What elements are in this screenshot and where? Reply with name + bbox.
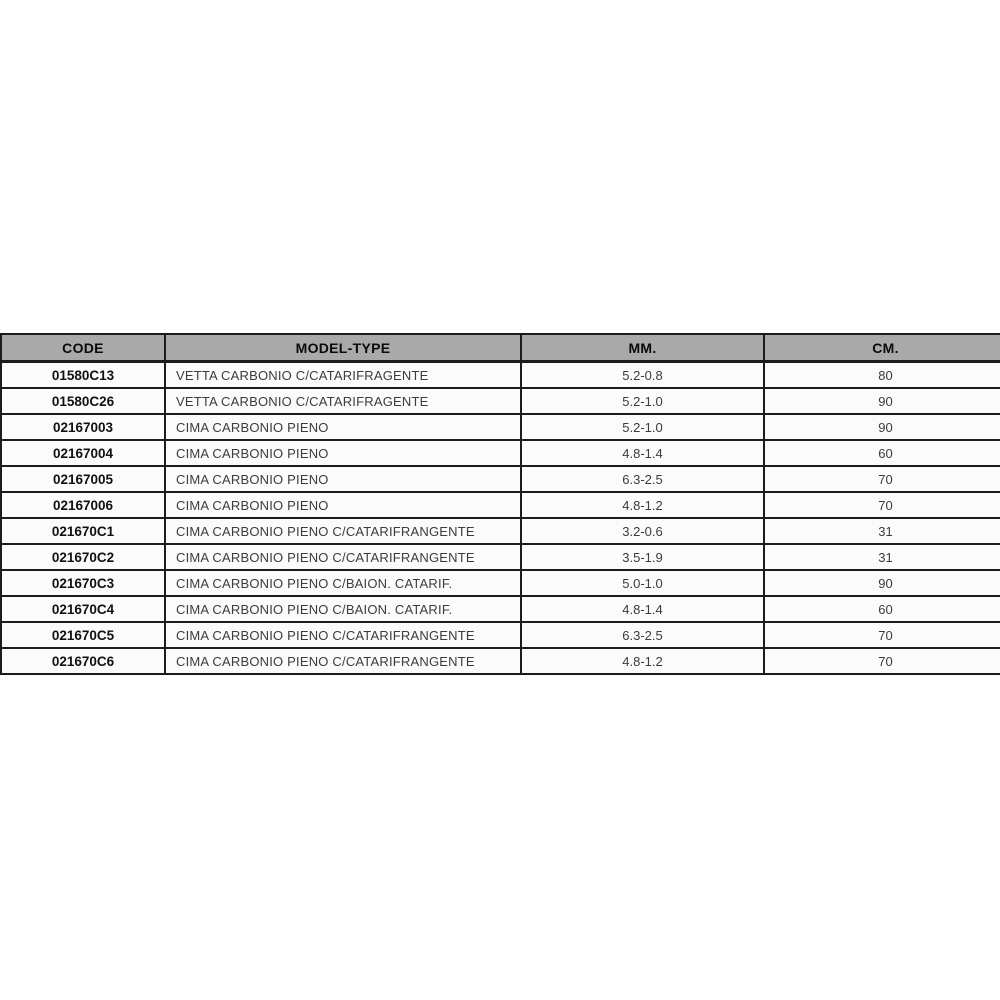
mm-cell: 4.8-1.4 — [521, 596, 764, 622]
table-row — [1, 648, 1000, 674]
cm-cell: 90 — [764, 388, 1000, 414]
model-cell: VETTA CARBONIO C/CATARIFRAGENTE — [165, 388, 521, 414]
model-cell: CIMA CARBONIO PIENO — [165, 440, 521, 466]
model-cell: CIMA CARBONIO PIENO — [165, 466, 521, 492]
table-row — [1, 414, 1000, 440]
table-row — [1, 570, 1000, 596]
mm-cell: 3.5-1.9 — [521, 544, 764, 570]
cm-cell: 70 — [764, 492, 1000, 518]
code-cell: 021670C3 — [1, 570, 165, 596]
cm-cell: 60 — [764, 440, 1000, 466]
table-row — [1, 622, 1000, 648]
model-cell: CIMA CARBONIO PIENO C/CATARIFRANGENTE — [165, 622, 521, 648]
product-spec-table — [0, 333, 1000, 675]
model-cell: CIMA CARBONIO PIENO C/CATARIFRANGENTE — [165, 544, 521, 570]
column-header-cm: CM. — [764, 334, 1000, 362]
mm-cell: 6.3-2.5 — [521, 466, 764, 492]
mm-cell: 5.2-1.0 — [521, 414, 764, 440]
code-cell: 021670C6 — [1, 648, 165, 674]
cm-cell: 90 — [764, 570, 1000, 596]
model-cell: CIMA CARBONIO PIENO C/BAION. CATARIF. — [165, 596, 521, 622]
mm-cell: 4.8-1.2 — [521, 492, 764, 518]
model-cell: CIMA CARBONIO PIENO — [165, 492, 521, 518]
code-cell: 021670C1 — [1, 518, 165, 544]
table-row — [1, 466, 1000, 492]
code-cell: 021670C5 — [1, 622, 165, 648]
mm-cell: 4.8-1.4 — [521, 440, 764, 466]
cm-cell: 80 — [764, 362, 1000, 389]
model-cell: CIMA CARBONIO PIENO — [165, 414, 521, 440]
column-header-mm: MM. — [521, 334, 764, 362]
model-cell: VETTA CARBONIO C/CATARIFRAGENTE — [165, 362, 521, 389]
code-cell: 021670C2 — [1, 544, 165, 570]
table-row — [1, 388, 1000, 414]
cm-cell: 31 — [764, 518, 1000, 544]
cm-cell: 31 — [764, 544, 1000, 570]
code-cell: 02167003 — [1, 414, 165, 440]
column-header-model: MODEL-TYPE — [165, 334, 521, 362]
code-cell: 02167006 — [1, 492, 165, 518]
code-cell: 02167004 — [1, 440, 165, 466]
cm-cell: 70 — [764, 466, 1000, 492]
code-cell: 02167005 — [1, 466, 165, 492]
model-cell: CIMA CARBONIO PIENO C/BAION. CATARIF. — [165, 570, 521, 596]
cm-cell: 70 — [764, 648, 1000, 674]
table-row — [1, 596, 1000, 622]
table-row — [1, 544, 1000, 570]
mm-cell: 6.3-2.5 — [521, 622, 764, 648]
table-header-row — [1, 334, 1000, 362]
mm-cell: 3.2-0.6 — [521, 518, 764, 544]
cm-cell: 90 — [764, 414, 1000, 440]
mm-cell: 5.2-0.8 — [521, 362, 764, 389]
table-row — [1, 440, 1000, 466]
cm-cell: 60 — [764, 596, 1000, 622]
code-cell: 01580C13 — [1, 362, 165, 389]
model-cell: CIMA CARBONIO PIENO C/CATARIFRANGENTE — [165, 518, 521, 544]
cm-cell: 70 — [764, 622, 1000, 648]
column-header-code: CODE — [1, 334, 165, 362]
code-cell: 021670C4 — [1, 596, 165, 622]
mm-cell: 4.8-1.2 — [521, 648, 764, 674]
table-row — [1, 518, 1000, 544]
mm-cell: 5.2-1.0 — [521, 388, 764, 414]
mm-cell: 5.0-1.0 — [521, 570, 764, 596]
table-row — [1, 362, 1000, 389]
table-row — [1, 492, 1000, 518]
code-cell: 01580C26 — [1, 388, 165, 414]
model-cell: CIMA CARBONIO PIENO C/CATARIFRANGENTE — [165, 648, 521, 674]
